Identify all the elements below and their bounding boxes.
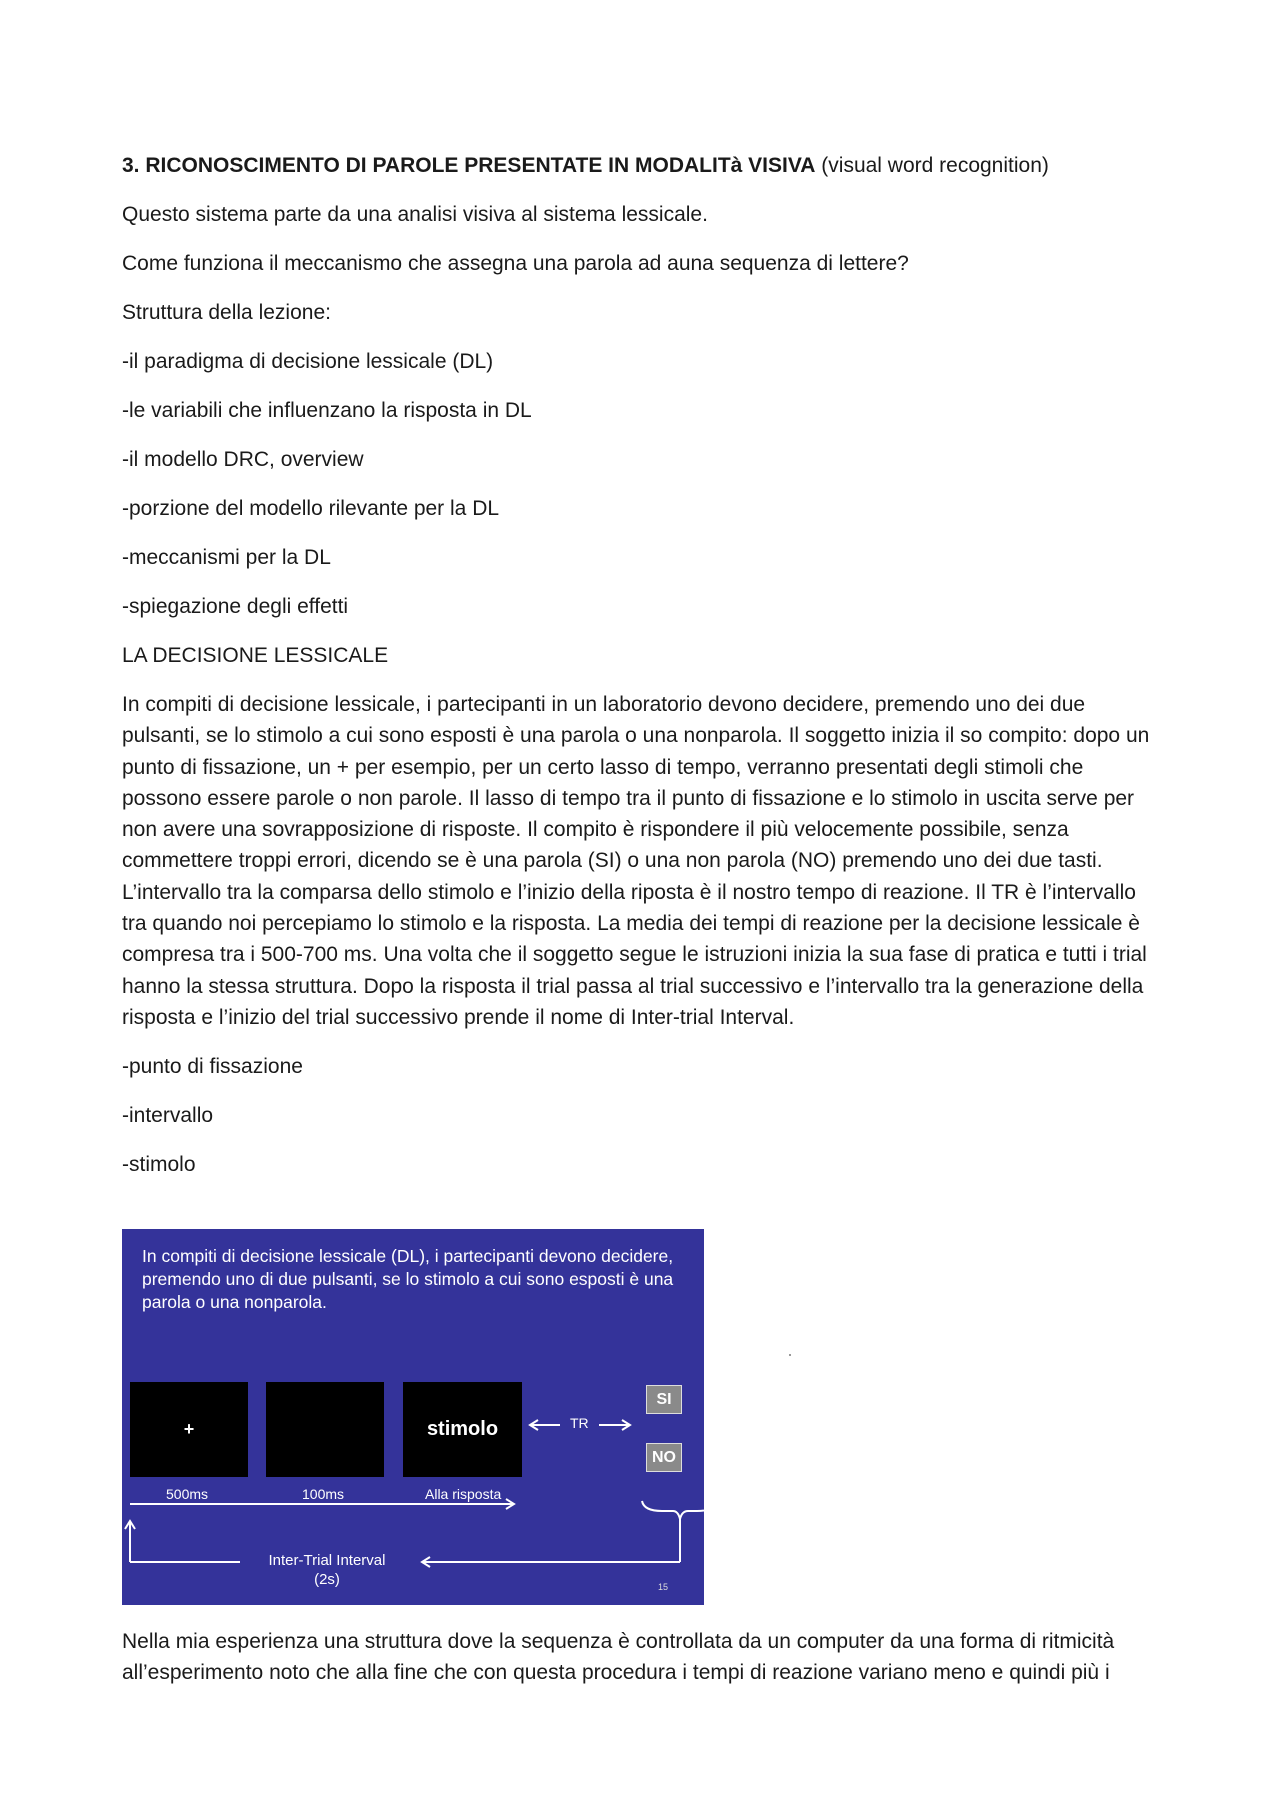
list-item: -porzione del modello rilevante per la DL [122, 497, 500, 520]
list-item: -spiegazione degli effetti [122, 595, 349, 618]
list-item: -il paradigma di decisione lessicale (DL) [122, 350, 494, 373]
time-label-response: Alla risposta [425, 1486, 502, 1502]
list-item: -punto di fissazione [122, 1055, 303, 1079]
heading-bold: 3. RICONOSCIMENTO DI PAROLE PRESENTATE IN MODALITà VISIVA [122, 154, 816, 177]
response-brace [642, 1501, 704, 1519]
slide-text: In compiti di decisione lessicale (DL), i partecipanti devono decidere, premendo uno di due pulsanti, se lo stimolo a cui sono esposti è una parola o una nonparola. [142, 1246, 674, 1312]
iti-line2: (2s) [314, 1571, 340, 1588]
section-title: LA DECISIONE LESSICALE [122, 644, 389, 667]
body-paragraph: In compiti di decisione lessicale, i partecipanti in un laboratorio devono decidere, premendo uno dei due pulsanti, se lo stimolo a cui sono esposti è una parola o una nonparola. Il soggetto inizia il so compito: dopo un punto di fissazione, un + per esempio, per un certo lasso di tempo, verranno presentati degli stimoli che possono essere parole o non parole. Il lasso di tempo tra il punto di fissazione e lo stimolo in uscita serve per non avere una sovrapposizione di risposte. Il compito è rispondere il più velocemente possibile, senza commettere troppi errori, dicendo se è una parola (SI) o una non parola (NO) premendo uno dei due tasti. L’intervallo tra la comparsa dello stimolo e l’inizio della riposta è il nostro tempo di reazione. Il TR è l’intervallo tra quando noi percepiamo lo stimolo e la risposta. La media dei tempi di reazione per la decisione lessicale è compresa tra i 500-700 ms. Una volta che il soggetto segue le istruzioni inizia la sua fase di pratica e tutti i trial hanno la stessa struttura. Dopo la risposta il trial passa al trial successivo e l’intervallo tra la generazione della risposta e l’inizio del trial successivo prende il nome di Inter-trial Interval. [122, 693, 1150, 1029]
stray-dot [789, 1354, 791, 1356]
time-label-500: 500ms [166, 1486, 209, 1502]
list-item: -intervallo [122, 1104, 214, 1128]
section-heading [122, 150, 1162, 181]
document-body [122, 150, 1162, 1198]
slide-figure [122, 1229, 704, 1605]
list-item: -stimolo [122, 1153, 196, 1177]
closing-paragraph: Nella mia esperienza una struttura dove la sequenza è controllata da un computer da una forma di ritmicità all’esperimento noto che alla fine che con questa procedura i tempi di reazione variano meno e quindi più i [122, 1630, 1115, 1685]
list-item: -le variabili che influenzano la risposta in DL [122, 399, 532, 422]
question-text: Come funziona il meccanismo che assegna una parola ad auna sequenza di lettere? [122, 252, 909, 275]
fixation-box: + [130, 1382, 248, 1477]
time-label-100: 100ms [302, 1486, 345, 1502]
heading-subtitle: (visual word recognition) [815, 154, 1049, 177]
slide-page-number: 15 [658, 1582, 669, 1592]
list-item: -il modello DRC, overview [122, 448, 364, 471]
list-item: -meccanismi per la DL [122, 546, 331, 569]
flow-arrows [122, 1229, 704, 1605]
iti-line1: Inter-Trial Interval [268, 1552, 386, 1569]
closing-block [122, 1626, 1162, 1707]
no-button: NO [646, 1443, 682, 1472]
yes-button: SI [646, 1385, 682, 1414]
tr-label: TR [570, 1415, 589, 1431]
stimulus-box: stimolo [403, 1382, 522, 1477]
intro-text: Questo sistema parte da una analisi visiva al sistema lessicale. [122, 203, 708, 226]
structure-title: Struttura della lezione: [122, 301, 331, 324]
